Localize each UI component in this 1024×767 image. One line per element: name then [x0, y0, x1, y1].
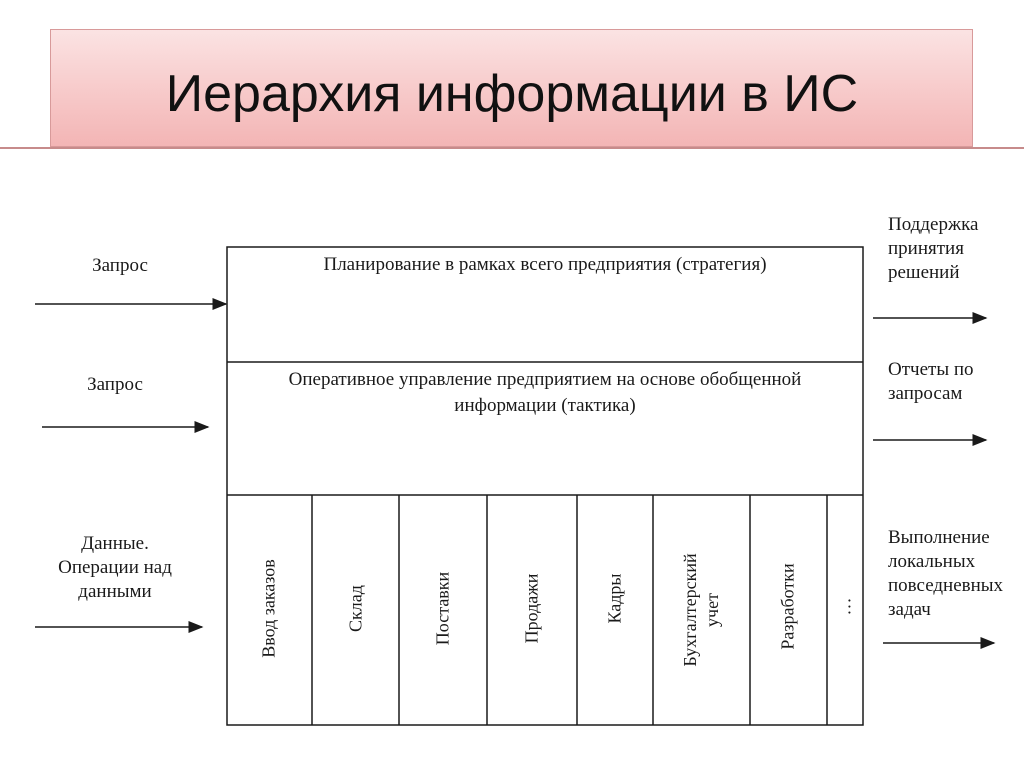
label-line: Отчеты по: [888, 359, 974, 380]
column-sales: Продажи: [521, 573, 542, 644]
label-line: запросам: [888, 383, 963, 404]
label-line: Поддержка: [888, 214, 979, 235]
column-accounting: [679, 550, 723, 670]
label-line: задач: [888, 599, 931, 620]
column-orders: Ввод заказов: [258, 559, 279, 658]
label-data: [30, 532, 200, 604]
level-tactics: [227, 367, 863, 419]
label-request-top: Запрос: [92, 255, 148, 276]
label-line: Выполнение: [888, 527, 990, 548]
column-warehouse: Склад: [345, 585, 366, 632]
label-local-tasks: [888, 526, 1022, 622]
column-more: …: [834, 597, 855, 616]
label-line: принятия: [888, 238, 964, 259]
column-accounting-line: Бухгалтерский: [680, 553, 700, 667]
level-tactics-line: информации (тактика): [454, 395, 636, 416]
column-supply: Поставки: [432, 571, 453, 646]
label-line: решений: [888, 262, 960, 283]
level-tactics-line: Оперативное управление предприятием на основе обобщенной: [288, 369, 802, 390]
label-line: повседневных: [888, 575, 1004, 596]
label-decision-support: [888, 213, 1018, 285]
label-line: локальных: [888, 551, 976, 572]
label-data-line: Операции над: [58, 557, 172, 578]
column-hr: Кадры: [604, 573, 625, 624]
label-data-line: Данные.: [81, 533, 149, 554]
label-data-line: данными: [78, 581, 152, 602]
slide-title: Иерархия информации в ИС: [165, 65, 859, 123]
column-development: Разработки: [777, 563, 798, 650]
level-strategy: Планирование в рамках всего предприятия (стратегия): [323, 254, 767, 275]
label-reports: [888, 358, 1018, 406]
pyramid-frame: [227, 247, 863, 725]
column-accounting-line: учет: [702, 593, 722, 627]
label-request-mid: Запрос: [87, 374, 143, 395]
